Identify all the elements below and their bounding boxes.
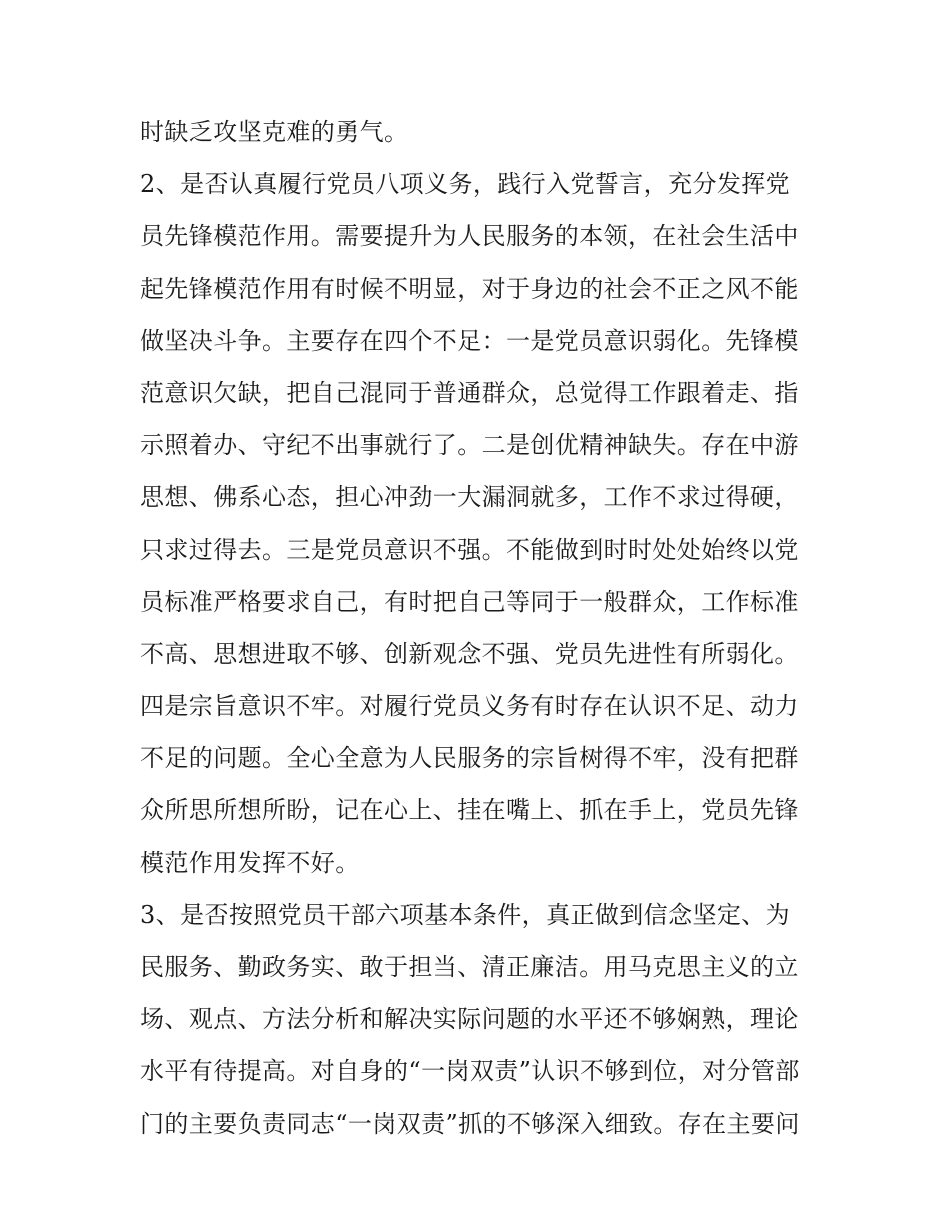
text-line: 场、观点、方法分析和解决实际问题的水平还不够娴熟，理论 <box>140 1005 799 1034</box>
text-line: 不高、思想进取不够、创新观念不强、党员先进性有所弱化。 <box>140 639 799 668</box>
text-line: 水平有待提高。对自身的“一岗双责”认识不够到位，对分管部 <box>140 1057 800 1086</box>
text-line: 起先锋模范作用有时候不明显，对于身边的社会不正之风不能 <box>140 274 799 303</box>
text-line: 范意识欠缺，把自己混同于普通群众，总觉得工作跟着走、指 <box>140 378 799 407</box>
text-line: 3、是否按照党员干部六项基本条件，真正做到信念坚定、为 <box>140 900 791 929</box>
text-line: 民服务、勤政务实、敢于担当、清正廉洁。用马克思主义的立 <box>140 953 799 981</box>
text-line: 众所思所想所盼，记在心上、挂在嘴上、抓在手上，党员先锋 <box>140 796 799 825</box>
text-line: 做坚决斗争。主要存在四个不足：一是党员意识弱化。先锋模 <box>140 326 799 355</box>
text-line: 门的主要负责同志“一岗双责”抓的不够深入细致。存在主要问 <box>140 1109 800 1138</box>
document-body <box>140 106 820 1150</box>
text-line: 员先锋模范作用。需要提升为人民服务的本领，在社会生活中 <box>140 222 799 251</box>
text-line: 时缺乏攻坚克难的勇气。 <box>140 118 409 146</box>
text-line: 只求过得去。三是党员意识不强。不能做到时时处处始终以党 <box>140 535 799 564</box>
text-line: 不足的问题。全心全意为人民服务的宗旨树得不牢，没有把群 <box>140 744 799 773</box>
text-line: 2、是否认真履行党员八项义务，践行入党誓言，充分发挥党 <box>140 170 791 199</box>
text-line: 示照着办、守纪不出事就行了。二是创优精神缺失。存在中游 <box>140 431 799 460</box>
text-line: 员标准严格要求自己，有时把自己等同于一般群众，工作标准 <box>140 587 799 616</box>
text-line: 模范作用发挥不好。 <box>140 848 360 877</box>
text-line: 四是宗旨意识不牢。对履行党员义务有时存在认识不足、动力 <box>140 692 799 721</box>
text-line: 思想、佛系心态，担心冲劲一大漏洞就多，工作不求过得硬， <box>140 483 799 512</box>
